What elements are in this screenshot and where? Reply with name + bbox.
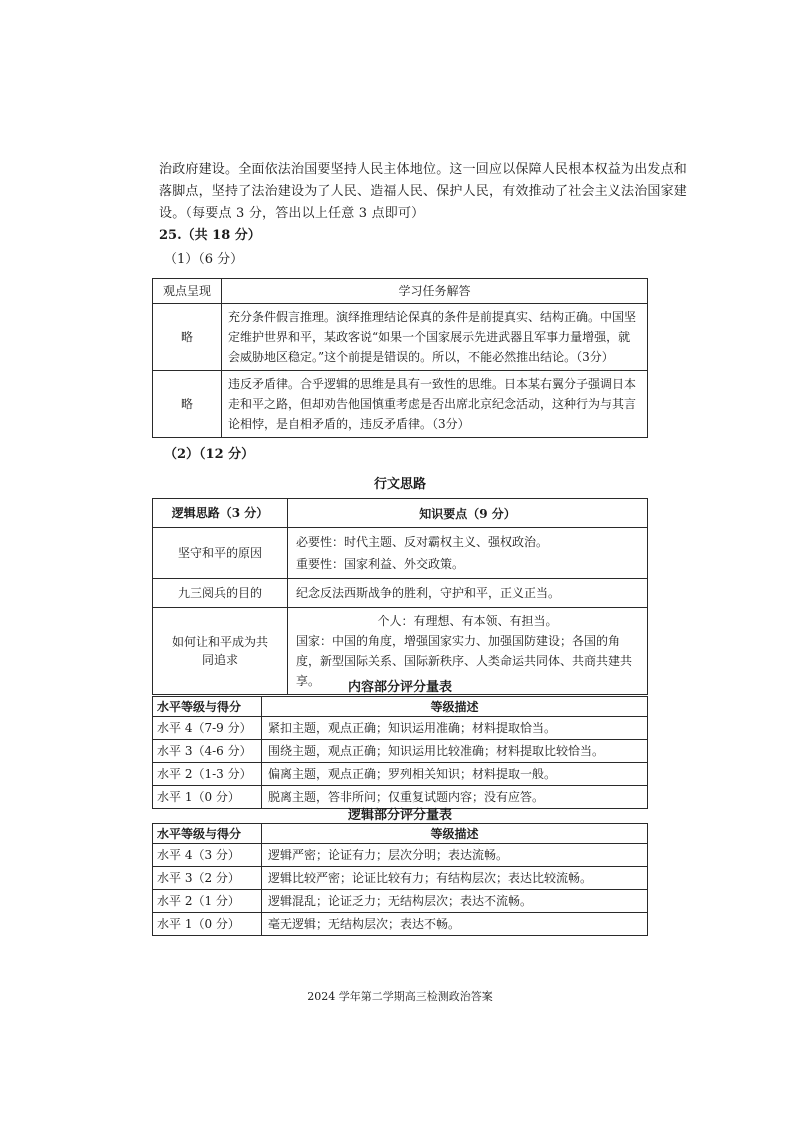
- idea-cell: 九三阅兵的目的: [153, 579, 288, 608]
- table-row: [153, 304, 648, 371]
- description-cell: 毫无逻辑；无结构层次；表达不畅。: [262, 913, 648, 936]
- table-header-row: [153, 824, 648, 844]
- point-line: 重要性：国家利益、外交政策。: [296, 557, 465, 571]
- page-footer: 2024 学年第二学期高三检测政治答案: [307, 990, 493, 1003]
- view-cell: 略: [153, 371, 222, 438]
- table-row: [153, 740, 648, 763]
- level-cell: 水平 2（1-3 分）: [153, 763, 262, 786]
- level-cell: 水平 4（7-9 分）: [153, 717, 262, 740]
- writing-outline-title: 行文思路: [373, 477, 426, 492]
- points-cell: [288, 528, 648, 579]
- logic-rubric-table: [152, 823, 648, 936]
- description-cell: 偏离主题，观点正确；罗列相关知识；材料提取一般。: [262, 763, 648, 786]
- level-cell: 水平 3（2 分）: [153, 867, 262, 890]
- header-level: 水平等级与得分: [153, 697, 262, 717]
- header-description: 等级描述: [262, 824, 648, 844]
- description-cell: 围绕主题，观点正确；知识运用比较准确；材料提取比较恰当。: [262, 740, 648, 763]
- question-25-title: 25.（共 18 分）: [159, 228, 261, 243]
- level-cell: 水平 1（0 分）: [153, 786, 262, 809]
- logic-rubric-title: 逻辑部分评分量表: [347, 808, 452, 823]
- header-level: 水平等级与得分: [153, 824, 262, 844]
- table-header-row: [153, 499, 648, 528]
- content-rubric-title: 内容部分评分量表: [347, 680, 452, 695]
- table-header-row: [153, 279, 648, 304]
- content-rubric-table: [152, 696, 648, 809]
- intro-line: 落脚点，坚持了法治建设为了人民、造福人民、保护人民，有效推动了社会主义法治国家建: [159, 184, 688, 199]
- table-row: [153, 371, 648, 438]
- table-header-row: [153, 697, 648, 717]
- intro-paragraph: [159, 159, 688, 225]
- table-row: [153, 579, 648, 608]
- writing-outline-table: [152, 498, 648, 695]
- part-1-label: （1）（6 分）: [164, 252, 244, 267]
- description-cell: 逻辑混乱；论证乏力；无结构层次；表达不流畅。: [262, 890, 648, 913]
- part-2-label: （2）（12 分）: [164, 447, 255, 462]
- task-answer-table: [152, 278, 648, 438]
- table-row: [153, 763, 648, 786]
- table-row: [153, 844, 648, 867]
- point-line: 个人：有理想、有本领、有担当。: [377, 614, 558, 628]
- description-cell: 脱离主题，答非所问；仅重复试题内容；没有应答。: [262, 786, 648, 809]
- description-cell: 逻辑比较严密；论证比较有力；有结构层次；表达比较流畅。: [262, 867, 648, 890]
- answer-cell: 违反矛盾律。合乎逻辑的思维是具有一致性的思维。日本某右翼分子强调日本走和平之路，但却劝告他国慎重考虑是否出席北京纪念活动，这种行为与其言论相悖，是自相矛盾的，违反矛盾律。（3分）: [222, 371, 648, 438]
- table-row: [153, 717, 648, 740]
- table-row: [153, 913, 648, 936]
- point-line: 国家：中国的角度，增强国家实力、加强国防建设；各国的角度，新型国际关系、国际新秩序、人类命运共同体、共商共建共享。: [296, 634, 633, 688]
- description-cell: 逻辑严密；论证有力；层次分明；表达流畅。: [262, 844, 648, 867]
- idea-cell: 如何让和平成为共同追求: [153, 608, 288, 695]
- intro-line: 设。（每要点 3 分，答出以上任意 3 点即可）: [159, 206, 425, 221]
- level-cell: 水平 3（4-6 分）: [153, 740, 262, 763]
- level-cell: 水平 2（1 分）: [153, 890, 262, 913]
- answer-cell: 充分条件假言推理。演绎推理结论保真的条件是前提真实、结构正确。中国坚定维护世界和平，某政客说“如果一个国家展示先进武器且军事力量增强，就会威胁地区稳定。”这个前提是错误的。所以，不能必然推出结论。（3分）: [222, 304, 648, 371]
- header-logic: 逻辑思路（3 分）: [153, 499, 288, 528]
- table-row: [153, 528, 648, 579]
- level-cell: 水平 1（0 分）: [153, 913, 262, 936]
- table-row: [153, 890, 648, 913]
- header-view: 观点呈现: [153, 279, 222, 304]
- idea-cell: 坚守和平的原因: [153, 528, 288, 579]
- level-cell: 水平 4（3 分）: [153, 844, 262, 867]
- header-answer: 学习任务解答: [222, 279, 648, 304]
- table-row: [153, 867, 648, 890]
- header-points: 知识要点（9 分）: [288, 499, 648, 528]
- point-line: 必要性：时代主题、反对霸权主义、强权政治。: [296, 535, 549, 549]
- points-cell: [288, 579, 648, 608]
- point-line: 纪念反法西斯战争的胜利，守护和平，正义正当。: [296, 586, 561, 600]
- intro-line: 治政府建设。全面依法治国要坚持人民主体地位。这一回应以保障人民根本权益为出发点和: [159, 162, 688, 177]
- description-cell: 紧扣主题，观点正确；知识运用准确；材料提取恰当。: [262, 717, 648, 740]
- header-description: 等级描述: [262, 697, 648, 717]
- view-cell: 略: [153, 304, 222, 371]
